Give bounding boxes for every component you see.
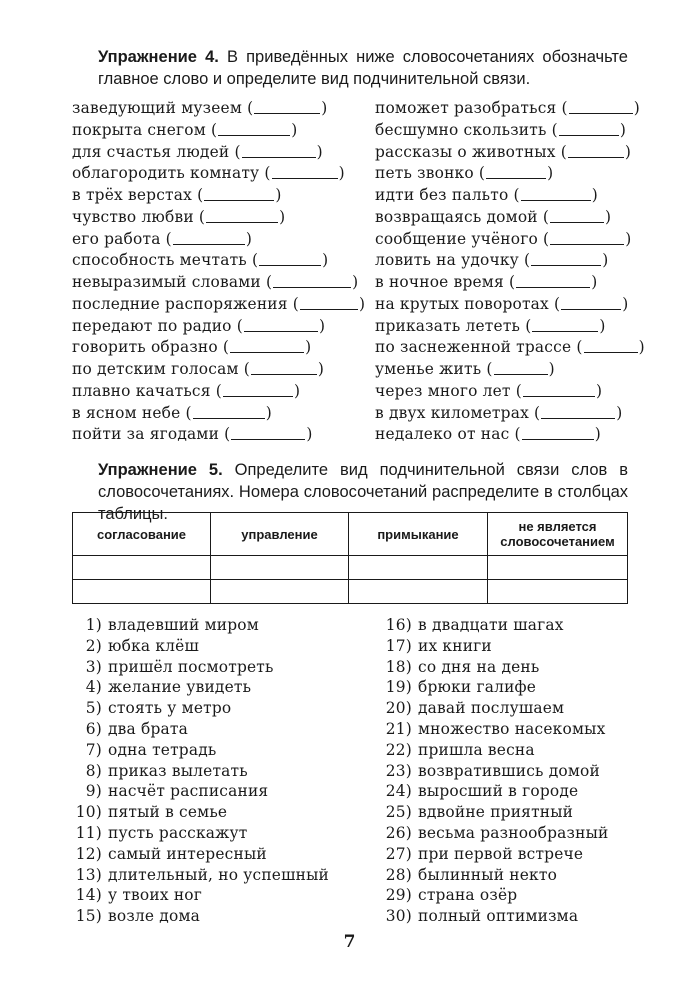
close-paren: ) <box>602 251 609 270</box>
exercise-4-left-column <box>72 98 365 446</box>
numbered-phrase <box>385 636 608 657</box>
phrase-text: по заснеженной трассе ( <box>375 338 583 357</box>
phrase-item <box>72 207 365 229</box>
answer-blank[interactable] <box>230 338 304 353</box>
phrase-text: по детским голосам ( <box>72 360 250 378</box>
phrase-text: невыразимый словами ( <box>72 273 273 291</box>
answer-cell-adjacency[interactable] <box>349 556 488 580</box>
answer-blank[interactable] <box>300 295 358 310</box>
close-paren: ) <box>291 120 298 139</box>
phrase-text: их книги <box>418 636 492 655</box>
phrase-text: бесшумно скользить ( <box>375 120 558 139</box>
close-paren: ) <box>305 338 312 357</box>
phrase-text: передают по радио ( <box>72 316 243 335</box>
phrase-text: на крутых поворотах ( <box>375 294 561 313</box>
numbered-phrase <box>75 781 329 802</box>
answer-blank[interactable] <box>569 99 633 114</box>
answer-blank[interactable] <box>218 121 290 136</box>
answer-blank[interactable] <box>259 251 321 266</box>
close-paren: ) <box>638 338 645 357</box>
phrase-number: 23) <box>385 761 412 780</box>
answer-blank[interactable] <box>273 273 351 288</box>
phrase-text: рассказы о животных ( <box>375 142 567 161</box>
phrase-text: одна тетрадь <box>108 740 217 759</box>
phrase-number: 20) <box>385 699 412 718</box>
phrase-number: 15) <box>75 907 102 926</box>
answer-blank[interactable] <box>541 404 615 419</box>
phrase-number: 11) <box>75 823 102 842</box>
phrase-item <box>375 207 645 229</box>
phrase-number: 19) <box>385 678 412 697</box>
exercise-4-instruction <box>98 46 628 90</box>
answer-blank[interactable] <box>223 382 293 397</box>
phrase-text: поможет разобраться ( <box>375 99 568 117</box>
phrase-text: в двух километрах ( <box>375 403 541 422</box>
phrase-text: со дня на день <box>418 657 540 676</box>
close-paren: ) <box>358 294 366 313</box>
close-paren: ) <box>633 99 640 117</box>
phrase-item <box>375 424 645 446</box>
phrase-text: в ясном небе ( <box>72 403 192 422</box>
phrase-item <box>72 294 365 316</box>
phrase-item <box>375 185 645 207</box>
phrase-text: длительный, но успешный <box>108 865 329 884</box>
phrase-text: юбка клёш <box>108 636 199 655</box>
phrase-text: плавно качаться ( <box>72 381 222 400</box>
phrase-item <box>375 316 645 338</box>
phrase-text: его работа ( <box>72 229 172 248</box>
phrase-text: приказ вылетать <box>108 761 248 780</box>
phrase-item <box>72 337 365 359</box>
numbered-phrase <box>385 740 608 761</box>
exercise-4-text: В приведённых ниже словосочетаниях обозначьте главное слово и определите вид подчинительной связи. <box>98 48 628 88</box>
phrase-number: 28) <box>385 865 412 884</box>
phrase-text: полный оптимизма <box>418 907 579 926</box>
phrase-text: стоять у метро <box>108 699 232 718</box>
phrase-text: пойти за ягодами ( <box>72 425 231 444</box>
phrase-text: давай послушаем <box>418 699 565 718</box>
phrase-number: 21) <box>385 719 412 738</box>
phrase-number: 25) <box>385 803 412 822</box>
answer-blank[interactable] <box>494 360 548 375</box>
phrase-text: сообщение учёного ( <box>375 229 550 248</box>
phrase-text: былинный некто <box>418 865 558 884</box>
close-paren: ) <box>591 186 598 204</box>
exercise-5-text: Определите вид подчинительной связи слов в словосочетаниях. Номера словосочетаний распределите в столбцах таблицы. <box>98 461 628 523</box>
numbered-phrase <box>75 636 329 657</box>
phrase-text: пришла весна <box>418 740 535 759</box>
phrase-number: 12) <box>75 844 102 863</box>
answer-blank[interactable] <box>532 317 598 332</box>
exercise-4-right-column <box>375 98 645 446</box>
phrase-text: в ночное время ( <box>375 273 516 291</box>
numbered-phrase <box>385 906 608 927</box>
phrase-number: 14) <box>75 886 102 905</box>
close-paren: ) <box>352 273 359 291</box>
numbered-phrase <box>75 906 329 927</box>
answer-blank[interactable] <box>568 143 624 158</box>
phrase-text: возвращаясь домой ( <box>375 207 550 226</box>
close-paren: ) <box>622 294 629 313</box>
exercise-4-title: Упражнение 4. <box>98 48 219 66</box>
phrase-item <box>375 272 645 294</box>
answer-blank[interactable] <box>550 230 624 245</box>
phrase-text: владевший миром <box>108 616 259 634</box>
phrase-number: 29) <box>385 886 412 905</box>
phrase-text: вдвойне приятный <box>418 803 574 822</box>
answer-blank[interactable] <box>193 404 265 419</box>
phrase-item <box>72 120 365 142</box>
phrase-text: петь звонко ( <box>375 164 486 183</box>
answer-table-row <box>73 556 628 580</box>
numbered-phrase <box>385 615 608 636</box>
phrase-number: 18) <box>385 657 412 676</box>
close-paren: ) <box>594 425 601 444</box>
phrase-item <box>375 359 645 381</box>
phrase-number: 13) <box>75 865 102 884</box>
answer-blank[interactable] <box>531 251 601 266</box>
numbered-phrase <box>385 698 608 719</box>
phrase-number: 5) <box>85 699 102 718</box>
phrase-text: самый интересный <box>108 844 267 863</box>
answer-blank[interactable] <box>522 425 594 440</box>
exercise-5-title: Упражнение 5. <box>98 461 223 479</box>
numbered-phrase <box>75 615 329 636</box>
numbered-phrase <box>75 698 329 719</box>
close-paren: ) <box>306 425 313 444</box>
numbered-phrase <box>75 761 329 782</box>
answer-blank[interactable] <box>204 186 274 201</box>
phrase-text: говорить образно ( <box>72 338 230 357</box>
answer-blank[interactable] <box>523 382 595 397</box>
phrase-item <box>375 381 645 403</box>
numbered-phrase <box>75 823 329 844</box>
header-not-a-phrase: не является словосочетанием <box>488 513 628 556</box>
close-paren: ) <box>322 251 329 270</box>
phrase-text: пришёл посмотреть <box>108 657 274 676</box>
header-agreement: согласование <box>73 513 211 556</box>
close-paren: ) <box>624 142 632 161</box>
close-paren: ) <box>338 164 345 183</box>
phrase-text: ловить на удочку ( <box>375 251 531 270</box>
answer-blank[interactable] <box>272 164 338 179</box>
phrase-item <box>375 98 645 120</box>
phrase-item <box>375 120 645 142</box>
phrase-text: пусть расскажут <box>108 823 248 842</box>
numbered-phrase <box>385 823 608 844</box>
phrase-number: 3) <box>85 657 102 676</box>
phrase-text: множество насекомых <box>418 719 606 738</box>
phrase-number: 9) <box>85 782 102 801</box>
phrase-text: приказать лететь ( <box>375 316 532 335</box>
answer-blank[interactable] <box>550 208 604 223</box>
numbered-phrase <box>385 885 608 906</box>
answer-blank[interactable] <box>242 143 316 158</box>
answer-cell-government[interactable] <box>211 580 349 604</box>
phrase-text: возле дома <box>108 907 200 926</box>
phrase-text: для счастья людей ( <box>72 142 241 161</box>
phrase-item <box>72 316 365 338</box>
phrase-text: у твоих ног <box>108 886 203 905</box>
phrase-number: 8) <box>85 761 102 780</box>
phrase-item <box>72 142 365 164</box>
close-paren: ) <box>599 316 606 335</box>
answer-blank[interactable] <box>486 164 546 179</box>
numbered-phrase <box>385 719 608 740</box>
phrase-text: брюки галифе <box>418 678 537 697</box>
exercise-5-right-column <box>385 615 608 927</box>
close-paren: ) <box>605 207 612 226</box>
phrase-item <box>375 163 645 185</box>
phrase-text: способность мечтать ( <box>72 251 259 270</box>
phrase-number: 4) <box>85 678 102 697</box>
numbered-phrase <box>385 802 608 823</box>
phrase-text: последние распоряжения ( <box>72 294 299 313</box>
phrase-item <box>72 381 365 403</box>
exercise-5-left-column <box>75 615 329 927</box>
page-number: 7 <box>343 932 356 952</box>
close-paren: ) <box>321 99 328 117</box>
phrase-number: 24) <box>385 782 412 801</box>
numbered-phrase <box>385 761 608 782</box>
phrase-item <box>72 424 365 446</box>
close-paren: ) <box>591 273 598 291</box>
phrase-number: 27) <box>385 844 412 863</box>
answer-blank[interactable] <box>561 295 621 310</box>
answer-table <box>72 512 628 604</box>
phrase-number: 22) <box>385 740 412 759</box>
numbered-phrase <box>75 802 329 823</box>
answer-blank[interactable] <box>559 121 619 136</box>
answer-blank[interactable] <box>244 317 318 332</box>
phrase-number: 7) <box>85 740 102 759</box>
numbered-phrase <box>75 657 329 678</box>
close-paren: ) <box>265 403 272 422</box>
phrase-text: весьма разнообразный <box>418 823 609 842</box>
answer-table-header <box>73 513 628 556</box>
phrase-item <box>72 229 365 251</box>
numbered-phrase <box>385 677 608 698</box>
answer-blank[interactable] <box>251 360 317 375</box>
answer-blank[interactable] <box>206 208 278 223</box>
close-paren: ) <box>279 207 286 226</box>
numbered-phrase <box>75 740 329 761</box>
close-paren: ) <box>548 360 555 378</box>
answer-cell-government[interactable] <box>211 556 349 580</box>
close-paren: ) <box>275 186 282 204</box>
phrase-item <box>72 185 365 207</box>
phrase-item <box>375 250 645 272</box>
answer-blank[interactable] <box>521 186 591 201</box>
phrase-number: 6) <box>85 719 102 738</box>
numbered-phrase <box>75 865 329 886</box>
phrase-item <box>375 294 645 316</box>
answer-cell-agreement[interactable] <box>73 580 211 604</box>
phrase-text: выросший в городе <box>418 782 579 801</box>
phrase-text: чувство любви ( <box>72 207 206 226</box>
answer-cell-agreement[interactable] <box>73 556 211 580</box>
phrase-number: 30) <box>385 907 412 926</box>
phrase-text: желание увидеть <box>108 678 252 697</box>
header-government: управление <box>211 513 349 556</box>
phrase-number: 1) <box>85 616 102 634</box>
close-paren: ) <box>547 164 554 183</box>
phrase-item <box>72 250 365 272</box>
numbered-phrase <box>75 677 329 698</box>
close-paren: ) <box>318 316 326 335</box>
phrase-item <box>375 229 645 251</box>
close-paren: ) <box>619 120 627 139</box>
numbered-phrase <box>75 719 329 740</box>
phrase-item <box>72 359 365 381</box>
phrase-text: идти без пальто ( <box>375 186 520 204</box>
answer-cell-not-a-phrase[interactable] <box>488 580 628 604</box>
phrase-item <box>72 272 365 294</box>
phrase-text: при первой встрече <box>418 844 584 863</box>
numbered-phrase <box>385 844 608 865</box>
phrase-text: в двадцати шагах <box>418 616 564 634</box>
phrase-text: недалеко от нас ( <box>375 425 521 444</box>
close-paren: ) <box>316 142 323 161</box>
answer-blank[interactable] <box>254 99 320 114</box>
close-paren: ) <box>616 403 623 422</box>
numbered-phrase <box>385 781 608 802</box>
phrase-item <box>375 403 645 425</box>
answer-blank[interactable] <box>231 425 305 440</box>
numbered-phrase <box>75 885 329 906</box>
close-paren: ) <box>317 360 325 378</box>
phrase-item <box>375 337 645 359</box>
phrase-item <box>72 163 365 185</box>
phrase-text: пятый в семье <box>108 803 228 822</box>
answer-blank[interactable] <box>173 230 245 245</box>
phrase-text: через много лет ( <box>375 381 522 400</box>
header-adjacency: примыкание <box>349 513 488 556</box>
phrase-number: 2) <box>85 636 102 655</box>
close-paren: ) <box>245 229 253 248</box>
phrase-item <box>72 403 365 425</box>
phrase-number: 16) <box>385 616 412 634</box>
phrase-text: заведующий музеем ( <box>72 99 254 117</box>
phrase-text: облагородить комнату ( <box>72 164 271 183</box>
answer-cell-not-a-phrase[interactable] <box>488 556 628 580</box>
answer-blank[interactable] <box>516 273 590 288</box>
phrase-number: 17) <box>385 636 412 655</box>
answer-blank[interactable] <box>584 338 638 353</box>
phrase-text: насчёт расписания <box>108 782 269 801</box>
close-paren: ) <box>625 229 632 248</box>
answer-cell-adjacency[interactable] <box>349 580 488 604</box>
phrase-number: 26) <box>385 823 412 842</box>
phrase-item <box>375 142 645 164</box>
phrase-text: два брата <box>108 719 188 738</box>
phrase-text: уменье жить ( <box>375 360 493 378</box>
numbered-phrase <box>385 657 608 678</box>
phrase-text: возвратившись домой <box>418 761 600 780</box>
phrase-text: страна озёр <box>418 886 518 905</box>
phrase-text: покрыта снегом ( <box>72 120 218 139</box>
close-paren: ) <box>293 381 301 400</box>
phrase-text: в трёх верстах ( <box>72 186 204 204</box>
numbered-phrase <box>385 865 608 886</box>
phrase-item <box>72 98 365 120</box>
numbered-phrase <box>75 844 329 865</box>
close-paren: ) <box>595 381 603 400</box>
answer-table-row <box>73 580 628 604</box>
phrase-number: 10) <box>75 803 102 822</box>
